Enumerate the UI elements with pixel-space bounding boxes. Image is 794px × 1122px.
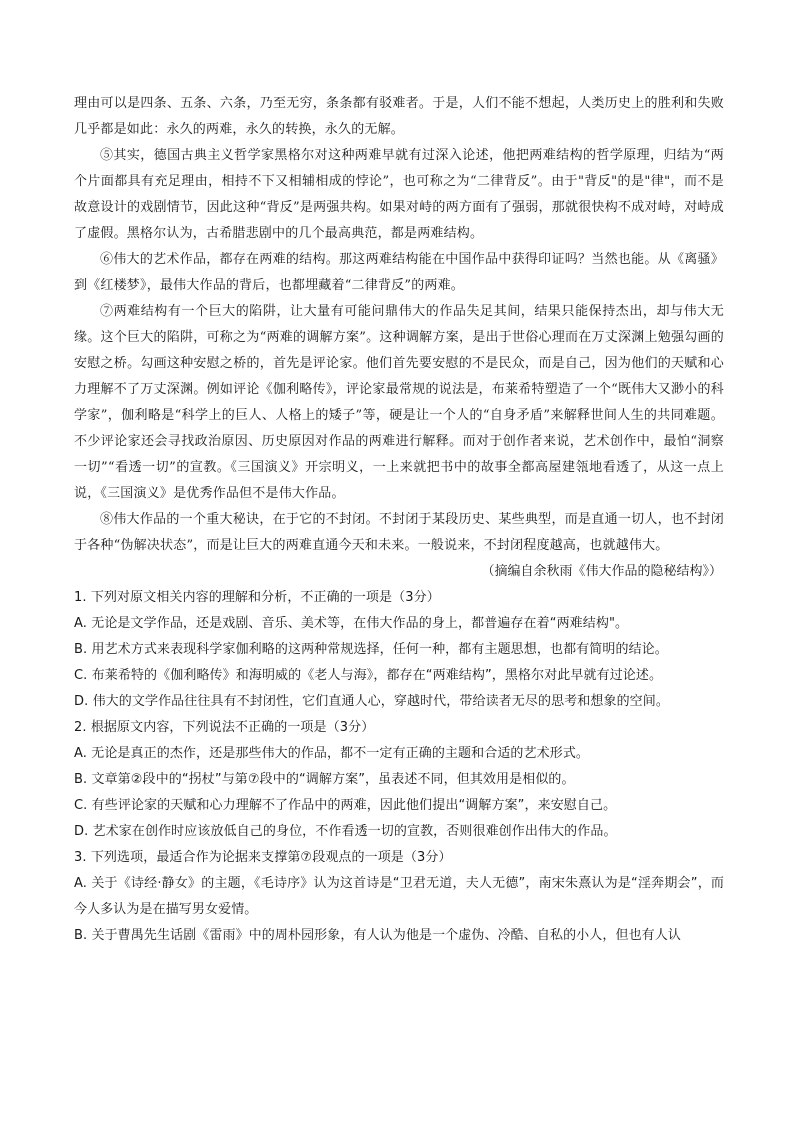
question-1	[74, 585, 724, 715]
paragraph-7: ⑦两难结构有一个巨大的陷阱，让大量有可能问鼎伟大的作品失足其间，结果只能保持杰出，却与伟大无缘。这个巨大的陷阱，可称之为“两难的调解方案”。这种调解方案，是出于世俗心理而在万丈深渊上勉强勾画的安慰之桥。勾画这种安慰之桥的，首先是评论家。他们首先要安慰的不是民众，而是自己，因为他们的天赋和心力理解不了万丈深渊。例如评论《伽利略传》，评论家最常规的说法是，布莱希特塑造了一个“既伟大又渺小的科学家”，伽利略是“科学上的巨人、人格上的矮子”等，硬是让一个人的“自身矛盾”来解释世间人生的共同难题。不少评论家还会寻找政治原因、历史原因对作品的两难进行解释。而对于创作者来说，艺术创作中，最怕“洞察一切”“看透一切”的宣教。《三国演义》开宗明义，一上来就把书中的故事全都高屋建瓴地看透了，从这一点上说，《三国演义》是优秀作品但不是伟大作品。	[74, 304, 724, 501]
paragraph-6: ⑥伟大的艺术作品，都存在两难的结构。那这两难结构能在中国作品中获得印证吗？当然也能。从《离骚》到《红楼梦》，最伟大作品的背后，也都埋藏着“二律背反”的两难。	[74, 252, 724, 293]
question-option-b: B. 用艺术方式来表现科学家伽利略的这两种常规选择，任何一种，都有主题思想，也都有简明的结论。	[74, 642, 668, 657]
question-option-a: A. 无论是真正的杰作，还是那些伟大的作品，都不一定有正确的主题和合适的艺术形式。	[74, 746, 590, 761]
question-option-a: A. 无论是文学作品，还是戏剧、音乐、美术等，在伟大作品的身上，都普遍存在着“两难结构"。	[74, 616, 629, 631]
question-stem: 2. 根据原文内容，下列说法不正确的一项是（3分）	[74, 720, 375, 735]
question-option-b: B. 文章第②段中的“拐杖”与第⑦段中的“调解方案”，虽表述不同，但其效用是相似的。	[74, 772, 575, 787]
question-option-d: D. 伟大的文学作品往往具有不封闭性，它们直通人心，穿越时代，带给读者无尽的思考和想象的空间。	[74, 694, 669, 709]
paragraph-continued: 理由可以是四条、五条、六条，乃至无穷，条条都有驳难者。于是，人们不能不想起，人类历史上的胜利和失败几乎都是如此：永久的两难，永久的转换，永久的无解。	[74, 96, 724, 137]
paragraph-8: ⑧伟大作品的一个重大秘诀，在于它的不封闭。不封闭于某段历史、某些典型，而是直通一切人，也不封闭于各种“伪解决状态”，而是让巨大的两难直通今天和未来。一般说来，不封闭程度越高，也就越伟大。	[74, 512, 724, 553]
question-option-b: B. 关于曹禺先生话剧《雷雨》中的周朴园形象，有人认为他是一个虚伪、冷酷、自私的小人，但也有人认	[74, 928, 681, 943]
question-option-d: D. 艺术家在创作时应该放低自己的身位，不作看透一切的宣教，否则很难创作出伟大的作品。	[74, 824, 617, 839]
question-option-c: C. 布莱希特的《伽利略传》和海明威的《老人与海》，都存在“两难结构”，黑格尔对此早就有过论述。	[74, 668, 663, 683]
document-content	[74, 91, 724, 949]
paragraph-5: ⑤其实，德国古典主义哲学家黑格尔对这种两难早就有过深入论述，他把两难结构的哲学原理，归结为“两个片面都具有充足理由，相持不下又相辅相成的悖论”，也可称之为“二律背反”。由于"背反"的是"律"，而不是故意设计的戏剧情节，因此这种“背反”是两强共构。如果对峙的两方面有了强弱，那就很快构不成对峙，对峙成了虚假。黑格尔认为，古希腊悲剧中的几个最高典范，都是两难结构。	[74, 148, 724, 241]
article-source: （摘编自余秋雨《伟大作品的隐秘结构》）	[481, 564, 722, 579]
question-2	[74, 715, 724, 845]
question-stem: 3. 下列选项，最适合作为论据来支撑第⑦段观点的一项是（3分）	[74, 850, 452, 865]
question-option-c: C. 有些评论家的天赋和心力理解不了作品中的两难，因此他们提出“调解方案”，来安慰自己。	[74, 798, 617, 813]
question-option-a: A. 关于《诗经·静女》的主题，《毛诗序》认为这首诗是“卫君无道，夫人无德”，南宋朱熹认为是“淫奔期会”，而今人多认为是在描写男女爱情。	[74, 876, 724, 917]
question-stem: 1. 下列对原文相关内容的理解和分析，不正确的一项是（3分）	[74, 590, 440, 605]
question-3	[74, 845, 724, 949]
